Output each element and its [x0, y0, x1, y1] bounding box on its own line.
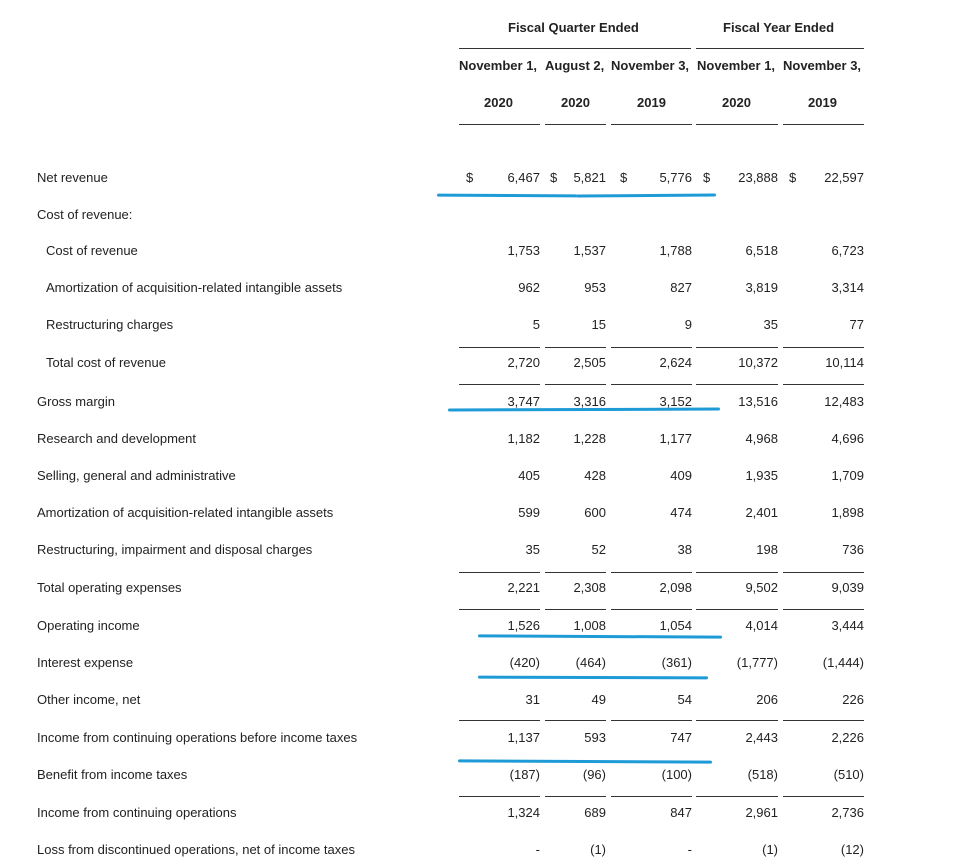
subtotal-rule: [545, 384, 606, 385]
table-cell: 689: [584, 805, 606, 820]
table-cell: 1,788: [659, 243, 692, 258]
table-cell: 1,537: [573, 243, 606, 258]
subtotal-rule: [545, 796, 606, 797]
header-date-3: November 3,: [611, 58, 690, 73]
table-cell: 12,483: [824, 394, 864, 409]
table-cell: 2,401: [745, 505, 778, 520]
currency-symbol: $: [550, 170, 558, 185]
table-cell: 6,467: [507, 170, 540, 185]
table-cell: 1,898: [831, 505, 864, 520]
table-cell: 38: [677, 542, 692, 557]
table-cell: 2,308: [573, 580, 606, 595]
table-cell: 9: [684, 317, 692, 332]
table-cell: (1): [590, 842, 606, 857]
table-cell: 3,314: [831, 280, 864, 295]
table-cell: 600: [584, 505, 606, 520]
subtotal-rule: [611, 384, 692, 385]
header-fiscal-year: Fiscal Year Ended: [723, 20, 835, 35]
subtotal-rule: [696, 347, 778, 348]
table-cell: -: [687, 842, 692, 857]
table-cell: 3,316: [573, 394, 606, 409]
subtotal-rule: [783, 572, 864, 573]
table-cell: (510): [833, 767, 864, 782]
subtotal-rule: [696, 796, 778, 797]
currency-symbol: $: [620, 170, 628, 185]
header-date-2: August 2,: [545, 58, 605, 73]
subtotal-rule: [696, 720, 778, 721]
header-bottom-rule: [459, 124, 540, 125]
row-label: Interest expense: [37, 655, 134, 670]
table-cell: 2,443: [745, 730, 778, 745]
row-label: Cost of revenue:: [37, 207, 133, 222]
subtotal-rule: [459, 609, 540, 610]
table-cell: 15: [591, 317, 606, 332]
header-year-rule: [696, 48, 864, 49]
header-year-4: 2020: [722, 95, 751, 110]
table-cell: 1,709: [831, 468, 864, 483]
table-cell: 747: [670, 730, 692, 745]
subtotal-rule: [783, 609, 864, 610]
subtotal-rule: [459, 347, 540, 348]
row-label: Total operating expenses: [37, 580, 182, 595]
subtotal-rule: [783, 384, 864, 385]
table-cell: 593: [584, 730, 606, 745]
table-cell: 1,054: [659, 618, 692, 633]
table-cell: 428: [584, 468, 606, 483]
table-cell: 1,753: [507, 243, 540, 258]
highlight-underline: [478, 676, 708, 680]
table-cell: 953: [584, 280, 606, 295]
table-cell: 3,819: [745, 280, 778, 295]
table-cell: (1,444): [822, 655, 864, 670]
table-cell: 1,228: [573, 431, 606, 446]
table-cell: (12): [840, 842, 864, 857]
subtotal-rule: [545, 609, 606, 610]
table-cell: 5,776: [659, 170, 692, 185]
table-cell: 599: [518, 505, 540, 520]
subtotal-rule: [696, 572, 778, 573]
table-cell: (96): [582, 767, 606, 782]
table-cell: -: [535, 842, 540, 857]
table-cell: 9,039: [831, 580, 864, 595]
table-cell: 6,723: [831, 243, 864, 258]
header-year-1: 2020: [484, 95, 513, 110]
header-bottom-rule: [545, 124, 606, 125]
row-label: Amortization of acquisition-related intangible assets: [46, 280, 343, 295]
row-label: Net revenue: [37, 170, 108, 185]
table-cell: (361): [661, 655, 692, 670]
subtotal-rule: [611, 796, 692, 797]
table-cell: 405: [518, 468, 540, 483]
highlight-underline: [458, 759, 712, 763]
table-cell: 1,177: [659, 431, 692, 446]
header-date-1: November 1,: [459, 58, 538, 73]
table-cell: 1,324: [507, 805, 540, 820]
table-cell: 9,502: [745, 580, 778, 595]
table-cell: 3,152: [659, 394, 692, 409]
table-cell: (100): [661, 767, 692, 782]
header-quarter-rule: [459, 48, 691, 49]
table-cell: 1,137: [507, 730, 540, 745]
currency-symbol: $: [789, 170, 797, 185]
table-cell: (1): [762, 842, 778, 857]
row-label: Cost of revenue: [46, 243, 138, 258]
table-cell: 2,505: [573, 355, 606, 370]
table-cell: 1,182: [507, 431, 540, 446]
table-cell: 206: [756, 692, 778, 707]
table-cell: 1,935: [745, 468, 778, 483]
highlight-underline: [576, 194, 716, 198]
table-cell: 3,444: [831, 618, 864, 633]
header-bottom-rule: [611, 124, 692, 125]
table-cell: (464): [575, 655, 606, 670]
table-cell: 2,624: [659, 355, 692, 370]
table-cell: 474: [670, 505, 692, 520]
table-cell: 2,221: [507, 580, 540, 595]
header-bottom-rule: [696, 124, 778, 125]
row-label: Benefit from income taxes: [37, 767, 188, 782]
table-cell: 1,526: [507, 618, 540, 633]
table-cell: 962: [518, 280, 540, 295]
table-cell: 6,518: [745, 243, 778, 258]
subtotal-rule: [545, 347, 606, 348]
table-cell: 3,747: [507, 394, 540, 409]
subtotal-rule: [611, 609, 692, 610]
header-fiscal-quarter: Fiscal Quarter Ended: [508, 20, 639, 35]
subtotal-rule: [783, 796, 864, 797]
subtotal-rule: [611, 720, 692, 721]
subtotal-rule: [611, 347, 692, 348]
subtotal-rule: [696, 384, 778, 385]
header-bottom-rule: [783, 124, 864, 125]
row-label: Restructuring, impairment and disposal charges: [37, 542, 313, 557]
row-label: Amortization of acquisition-related intangible assets: [37, 505, 334, 520]
table-cell: 10,372: [738, 355, 778, 370]
row-label: Research and development: [37, 431, 196, 446]
table-cell: 409: [670, 468, 692, 483]
table-cell: 2,720: [507, 355, 540, 370]
table-cell: 827: [670, 280, 692, 295]
subtotal-rule: [696, 609, 778, 610]
row-label: Gross margin: [37, 394, 116, 409]
row-label: Selling, general and administrative: [37, 468, 236, 483]
table-cell: 2,736: [831, 805, 864, 820]
table-cell: 847: [670, 805, 692, 820]
table-cell: (518): [747, 767, 778, 782]
table-cell: 77: [849, 317, 864, 332]
row-label: Other income, net: [37, 692, 141, 707]
row-label: Income from continuing operations: [37, 805, 237, 820]
table-cell: 52: [591, 542, 606, 557]
table-cell: 5: [532, 317, 540, 332]
subtotal-rule: [783, 720, 864, 721]
header-year-5: 2019: [808, 95, 837, 110]
table-cell: 4,696: [831, 431, 864, 446]
subtotal-rule: [459, 384, 540, 385]
row-label: Restructuring charges: [46, 317, 174, 332]
table-cell: 23,888: [738, 170, 778, 185]
table-cell: (1,777): [736, 655, 778, 670]
subtotal-rule: [545, 720, 606, 721]
table-cell: 35: [763, 317, 778, 332]
table-cell: 22,597: [824, 170, 864, 185]
subtotal-rule: [783, 347, 864, 348]
subtotal-rule: [611, 572, 692, 573]
table-cell: 31: [525, 692, 540, 707]
table-cell: 198: [756, 542, 778, 557]
table-cell: 2,226: [831, 730, 864, 745]
row-label: Income from continuing operations before income taxes: [37, 730, 358, 745]
table-cell: 10,114: [825, 355, 864, 370]
table-cell: 54: [677, 692, 692, 707]
table-cell: (420): [509, 655, 540, 670]
table-cell: 35: [525, 542, 540, 557]
table-cell: 1,008: [573, 618, 606, 633]
row-label: Operating income: [37, 618, 140, 633]
header-date-4: November 1,: [697, 58, 776, 73]
row-label: Loss from discontinued operations, net of income taxes: [37, 842, 355, 857]
highlight-underline: [437, 194, 577, 198]
subtotal-rule: [459, 720, 540, 721]
table-cell: 49: [591, 692, 606, 707]
table-cell: 13,516: [738, 394, 778, 409]
header-year-2: 2020: [561, 95, 590, 110]
table-cell: 4,968: [745, 431, 778, 446]
row-label: Total cost of revenue: [46, 355, 166, 370]
header-date-5: November 3,: [783, 58, 862, 73]
table-cell: 2,098: [659, 580, 692, 595]
subtotal-rule: [459, 796, 540, 797]
table-cell: 5,821: [573, 170, 606, 185]
table-cell: 226: [842, 692, 864, 707]
currency-symbol: $: [466, 170, 474, 185]
table-cell: 736: [842, 542, 864, 557]
currency-symbol: $: [703, 170, 711, 185]
table-cell: 2,961: [745, 805, 778, 820]
highlight-underline: [478, 634, 722, 638]
table-cell: 4,014: [745, 618, 778, 633]
table-cell: (187): [509, 767, 540, 782]
subtotal-rule: [459, 572, 540, 573]
header-year-3: 2019: [637, 95, 666, 110]
subtotal-rule: [545, 572, 606, 573]
